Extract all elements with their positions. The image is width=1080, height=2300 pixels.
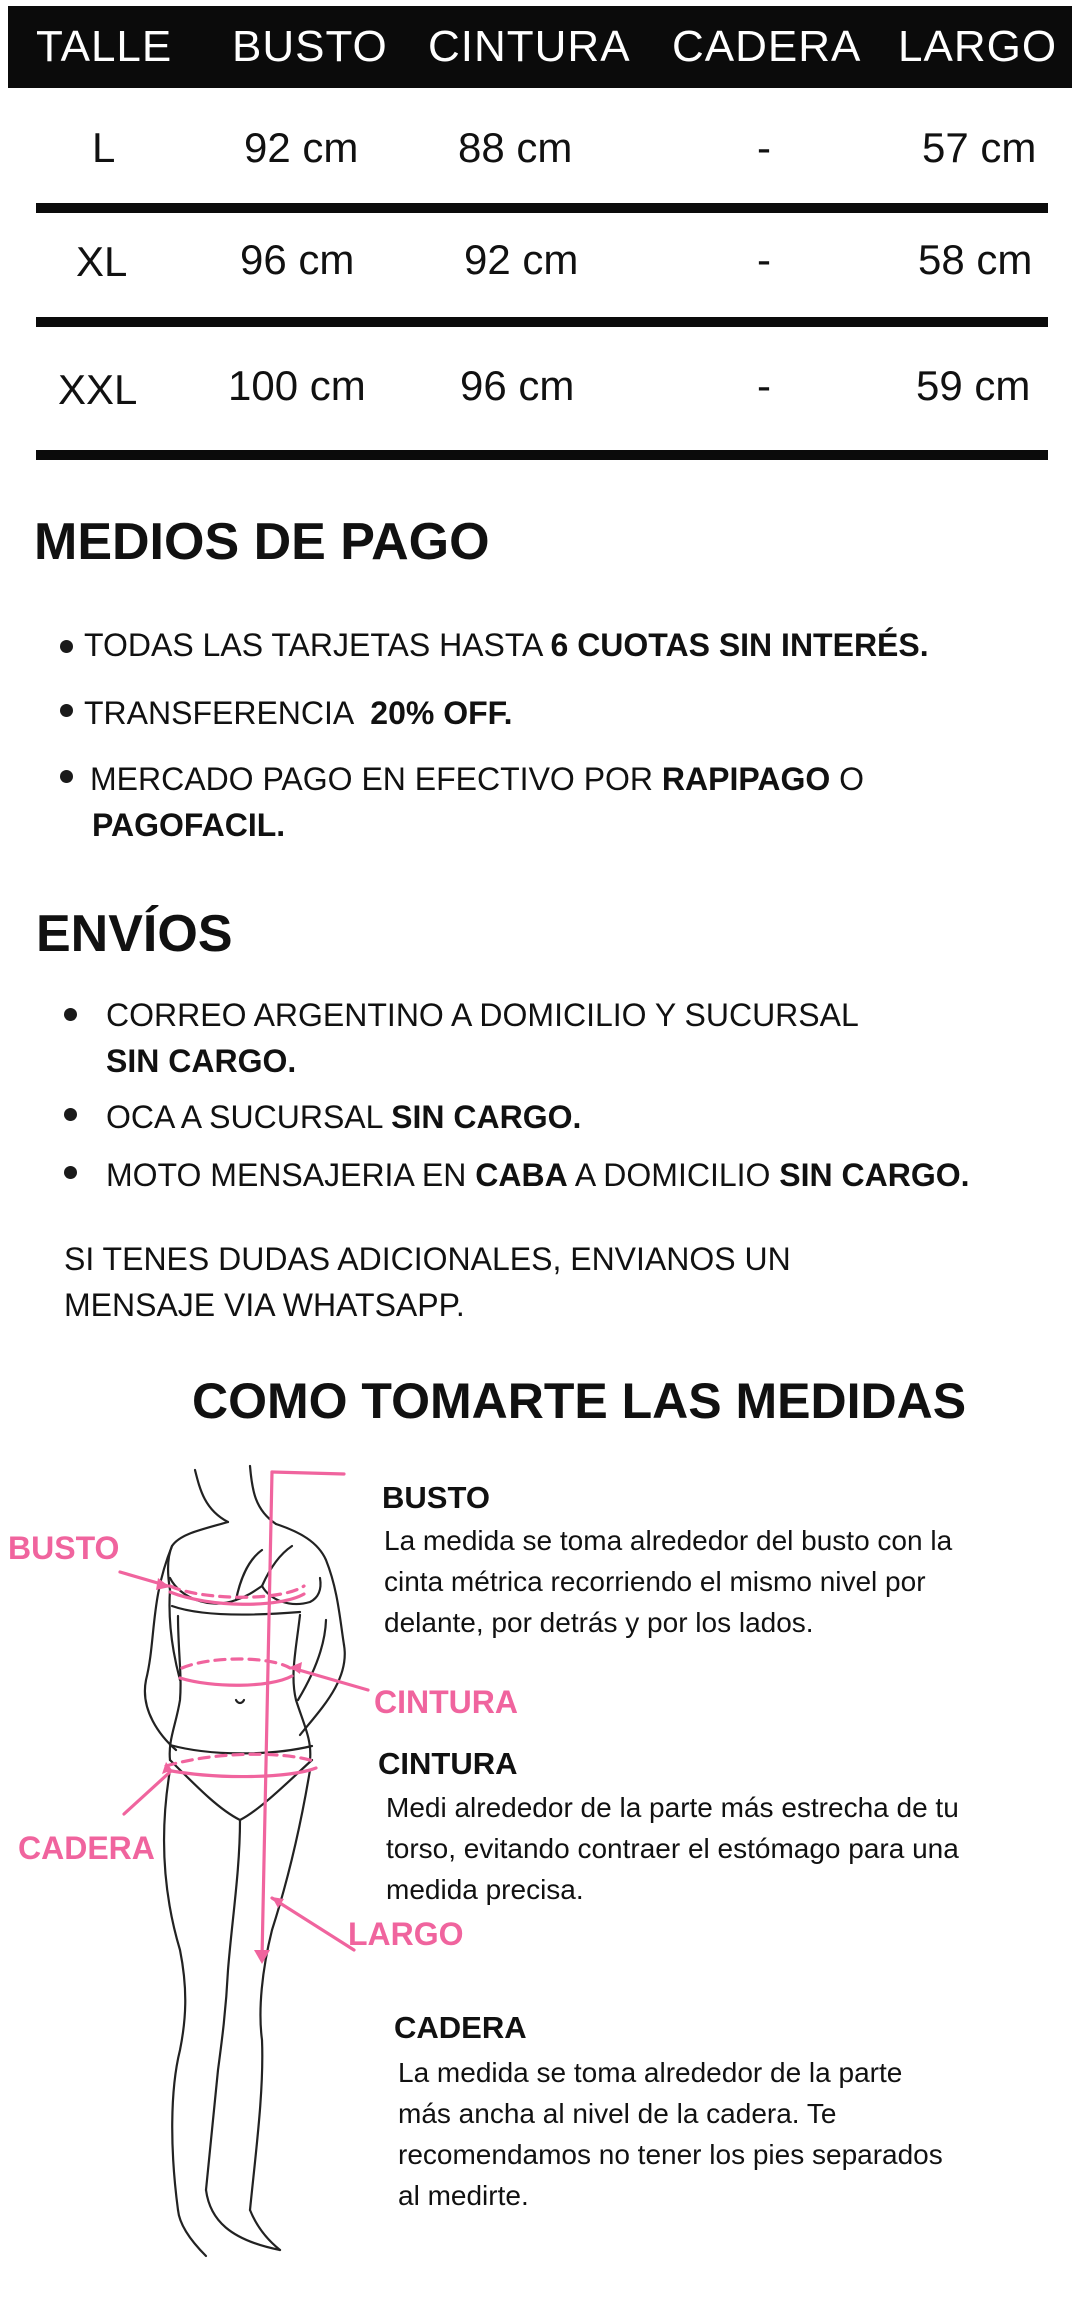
contact-note: MENSAJE VIA WHATSAPP. (64, 1287, 465, 1323)
row-divider (36, 203, 1048, 213)
header-busto: BUSTO (232, 22, 388, 71)
bullet-icon (60, 704, 73, 717)
busto-text: cinta métrica recorriendo el mismo nivel por (384, 1566, 926, 1597)
shipping-item: OCA A SUCURSAL SIN CARGO. (106, 1099, 582, 1135)
table-cell: 58 cm (918, 236, 1033, 283)
bullet-icon (64, 1108, 77, 1121)
busto-title: BUSTO (382, 1480, 490, 1515)
table-cell: 59 cm (916, 362, 1031, 409)
table-cell: - (757, 236, 771, 283)
busto-text: La medida se toma alrededor del busto con la (384, 1525, 953, 1556)
shipping-item-continued: SIN CARGO. (106, 1043, 297, 1079)
figure-label-cadera: CADERA (18, 1830, 155, 1866)
payment-item: MERCADO PAGO EN EFECTIVO POR RAPIPAGO O (90, 761, 865, 797)
row-divider (36, 450, 1048, 460)
payment-item: TRANSFERENCIA 20% OFF. (84, 695, 513, 731)
table-cell: L (92, 124, 116, 171)
table-cell: 92 cm (464, 236, 579, 283)
table-cell: 96 cm (240, 236, 355, 283)
cintura-text: Medi alrededor de la parte más estrecha de tu (386, 1792, 959, 1823)
shipping-item: MOTO MENSAJERIA EN CABA A DOMICILIO SIN CARGO. (106, 1157, 970, 1193)
table-cell: 100 cm (228, 362, 366, 409)
measures-title: COMO TOMARTE LAS MEDIDAS (192, 1373, 967, 1429)
cadera-text: recomendamos no tener los pies separados (398, 2139, 943, 2170)
header-cadera: CADERA (672, 22, 862, 71)
table-cell: XL (76, 238, 128, 285)
cintura-text: torso, evitando contraer el estómago para una (386, 1833, 959, 1864)
shipping-item: CORREO ARGENTINO A DOMICILIO Y SUCURSAL (106, 997, 859, 1033)
bullet-icon (60, 640, 73, 653)
table-cell: 88 cm (458, 124, 573, 171)
bullet-icon (64, 1008, 77, 1021)
figure-label-largo: LARGO (348, 1916, 464, 1952)
contact-note: SI TENES DUDAS ADICIONALES, ENVIANOS UN (64, 1241, 791, 1277)
busto-text: delante, por detrás y por los lados. (384, 1607, 814, 1638)
row-divider (36, 317, 1048, 327)
payment-item: TODAS LAS TARJETAS HASTA 6 CUOTAS SIN INTERÉS. (84, 627, 929, 663)
header-largo: LARGO (898, 22, 1058, 71)
header-cintura: CINTURA (428, 22, 631, 71)
cadera-text: más ancha al nivel de la cadera. Te (398, 2098, 837, 2129)
shipping-title: ENVÍOS (36, 905, 233, 963)
cadera-text: La medida se toma alrededor de la parte (398, 2057, 903, 2088)
header-talle: TALLE (36, 22, 173, 71)
figure-label-cintura: CINTURA (374, 1684, 518, 1720)
table-cell: 92 cm (244, 124, 359, 171)
payment-item-continued: PAGOFACIL. (92, 807, 286, 843)
table-cell: - (757, 362, 771, 409)
figure-label-busto: BUSTO (8, 1530, 120, 1566)
bullet-icon (64, 1166, 77, 1179)
cadera-text: al medirte. (398, 2180, 529, 2211)
table-cell: - (757, 124, 771, 171)
payment-title: MEDIOS DE PAGO (34, 513, 490, 571)
cintura-title: CINTURA (378, 1746, 518, 1781)
bullet-icon (60, 770, 73, 783)
cintura-text: medida precisa. (386, 1874, 584, 1905)
size-table-header (8, 6, 1072, 88)
table-cell: 96 cm (460, 362, 575, 409)
cadera-title: CADERA (394, 2010, 527, 2045)
table-cell: XXL (58, 366, 138, 413)
table-cell: 57 cm (922, 124, 1037, 171)
